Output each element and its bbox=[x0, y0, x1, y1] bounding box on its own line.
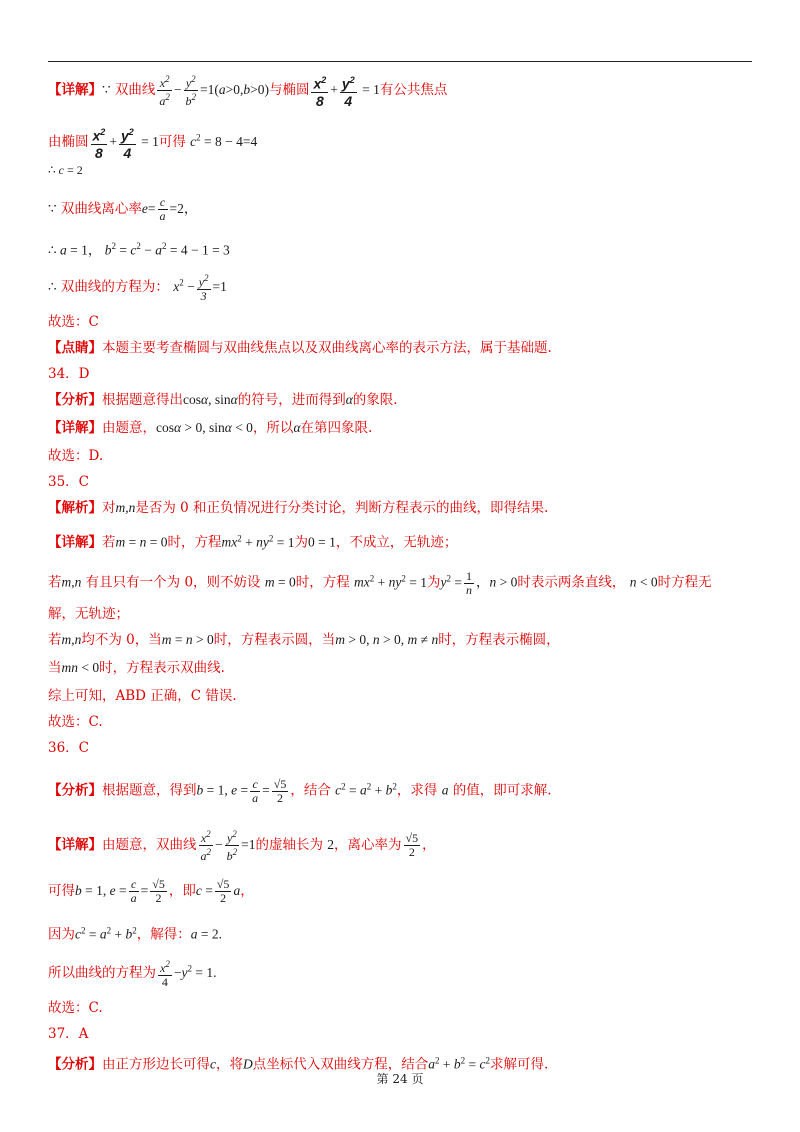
detail-36-2: 可得b = 1, e = $\frac{c}{a}$ = $\frac{√5}{2}$ ，即c = $\frac{√5}{2}$ a， bbox=[48, 877, 254, 905]
page-footer: 第 24 页 bbox=[376, 1072, 424, 1086]
detail-34: 【详解】由题意，cosα > 0, sinα < 0，所以α在第四象限. bbox=[48, 420, 373, 436]
analysis-37: 【分析】由正方形边长可得c，将D点坐标代入双曲线方程，结合$a^2 + b^2 = c^2$求解可得. bbox=[48, 1055, 549, 1073]
detail-35-4: 若m,n均不为 0，当m = n > 0时，方程表示圆，当m > 0, n > 0, m ≠ n时，方程表示椭圆， bbox=[48, 632, 560, 648]
note-33: 【点睛】本题主要考查椭圆与双曲线焦点以及双曲线离心率的表示方法，属于基础题. bbox=[48, 340, 552, 356]
answer-34: 故选：D. bbox=[48, 448, 104, 464]
detail-35-5: 当mn < 0时，方程表示双曲线. bbox=[48, 660, 225, 676]
question-37: 37．A bbox=[48, 1026, 89, 1042]
detail-35-1: 【详解】若m = n = 0时，方程$mx^2 + ny^2 = 1$为0 = 1，不成立，无轨迹； bbox=[48, 533, 458, 551]
question-36: 36．C bbox=[48, 740, 90, 756]
analysis-34: 【分析】根据题意得出cosα, sinα的符号，进而得到α的象限. bbox=[48, 392, 398, 408]
detail-36-4: 所以曲线的方程为 $\frac{x^2}{4}$ $-y^2 = 1$. bbox=[48, 959, 217, 989]
answer-36: 故选：C. bbox=[48, 1000, 103, 1016]
top-rule bbox=[48, 61, 752, 62]
tag-detail: 【详解】 bbox=[48, 81, 102, 98]
detail-35-6: 综上可知，ABD 正确，C 错误. bbox=[48, 688, 237, 704]
answer-35: 故选：C. bbox=[48, 714, 103, 730]
detail-35-3: 解，无轨迹； bbox=[48, 606, 129, 622]
detail-line-6: ∴ 双曲线的方程为： $x^2$ − $\frac{y^2}{3}$ =1 bbox=[48, 273, 227, 303]
question-35: 35．C bbox=[48, 474, 90, 490]
detail-line-2: 由椭圆 $\frac{x^2}{8}$ + $\frac{y^2}{4}$ = 1可得 $c^2 = 8 - 4=4$ bbox=[48, 124, 257, 161]
analysis-36: 【分析】根据题意，得到b = 1, e = $\frac{c}{a}$ = $\frac{√5}{2}$ ，结合 $c^2 = a^2 + b^2$，求得 a 的值，即可求解. bbox=[48, 776, 552, 805]
math-line-ab: ∴ a = 1， $b^2 = c^2 - a^2 = 4 - 1 = 3$ bbox=[48, 241, 230, 258]
parse-35: 【解析】对m,n是否为 0 和正负情况进行分类讨论，判断方程表示的曲线，即得结果. bbox=[48, 500, 549, 516]
detail-line-1: 【详解】∵ 双曲线 $\frac{x^2}{a^2}$ − $\frac{y^2}{b^2}$ =1(a>0,b>0)与椭圆 $\frac{x^2}{8}$ + $\frac{y^2}{4}$ = 1有公共焦点 bbox=[48, 73, 448, 109]
detail-35-2: 若m,n 有且只有一个为 0，则不妨设 m = 0时，方程 $mx^2 + ny^2 = 1$为$y^2$ = $\frac{1}{n}$ ，n > 0时表示两条直线， n < 0时方程无 bbox=[48, 568, 712, 597]
detail-36-1: 【详解】由题意，双曲线 $\frac{x^2}{a^2}$ − $\frac{y^2}{b^2}$ =1的虚轴长为 2，离心率为 $\frac{√5}{2}$ ， bbox=[48, 829, 436, 863]
question-34: 34．D bbox=[48, 366, 90, 382]
detail-line-4: ∵ 双曲线离心率e= $\frac{c}{a}$ =2， bbox=[48, 195, 198, 223]
answer-33: 故选：C bbox=[48, 314, 99, 330]
math-line-c: ∴ c = 2 bbox=[48, 163, 83, 177]
detail-36-3: 因为$c^2 = a^2 + b^2$，解得：a = 2. bbox=[48, 925, 222, 943]
